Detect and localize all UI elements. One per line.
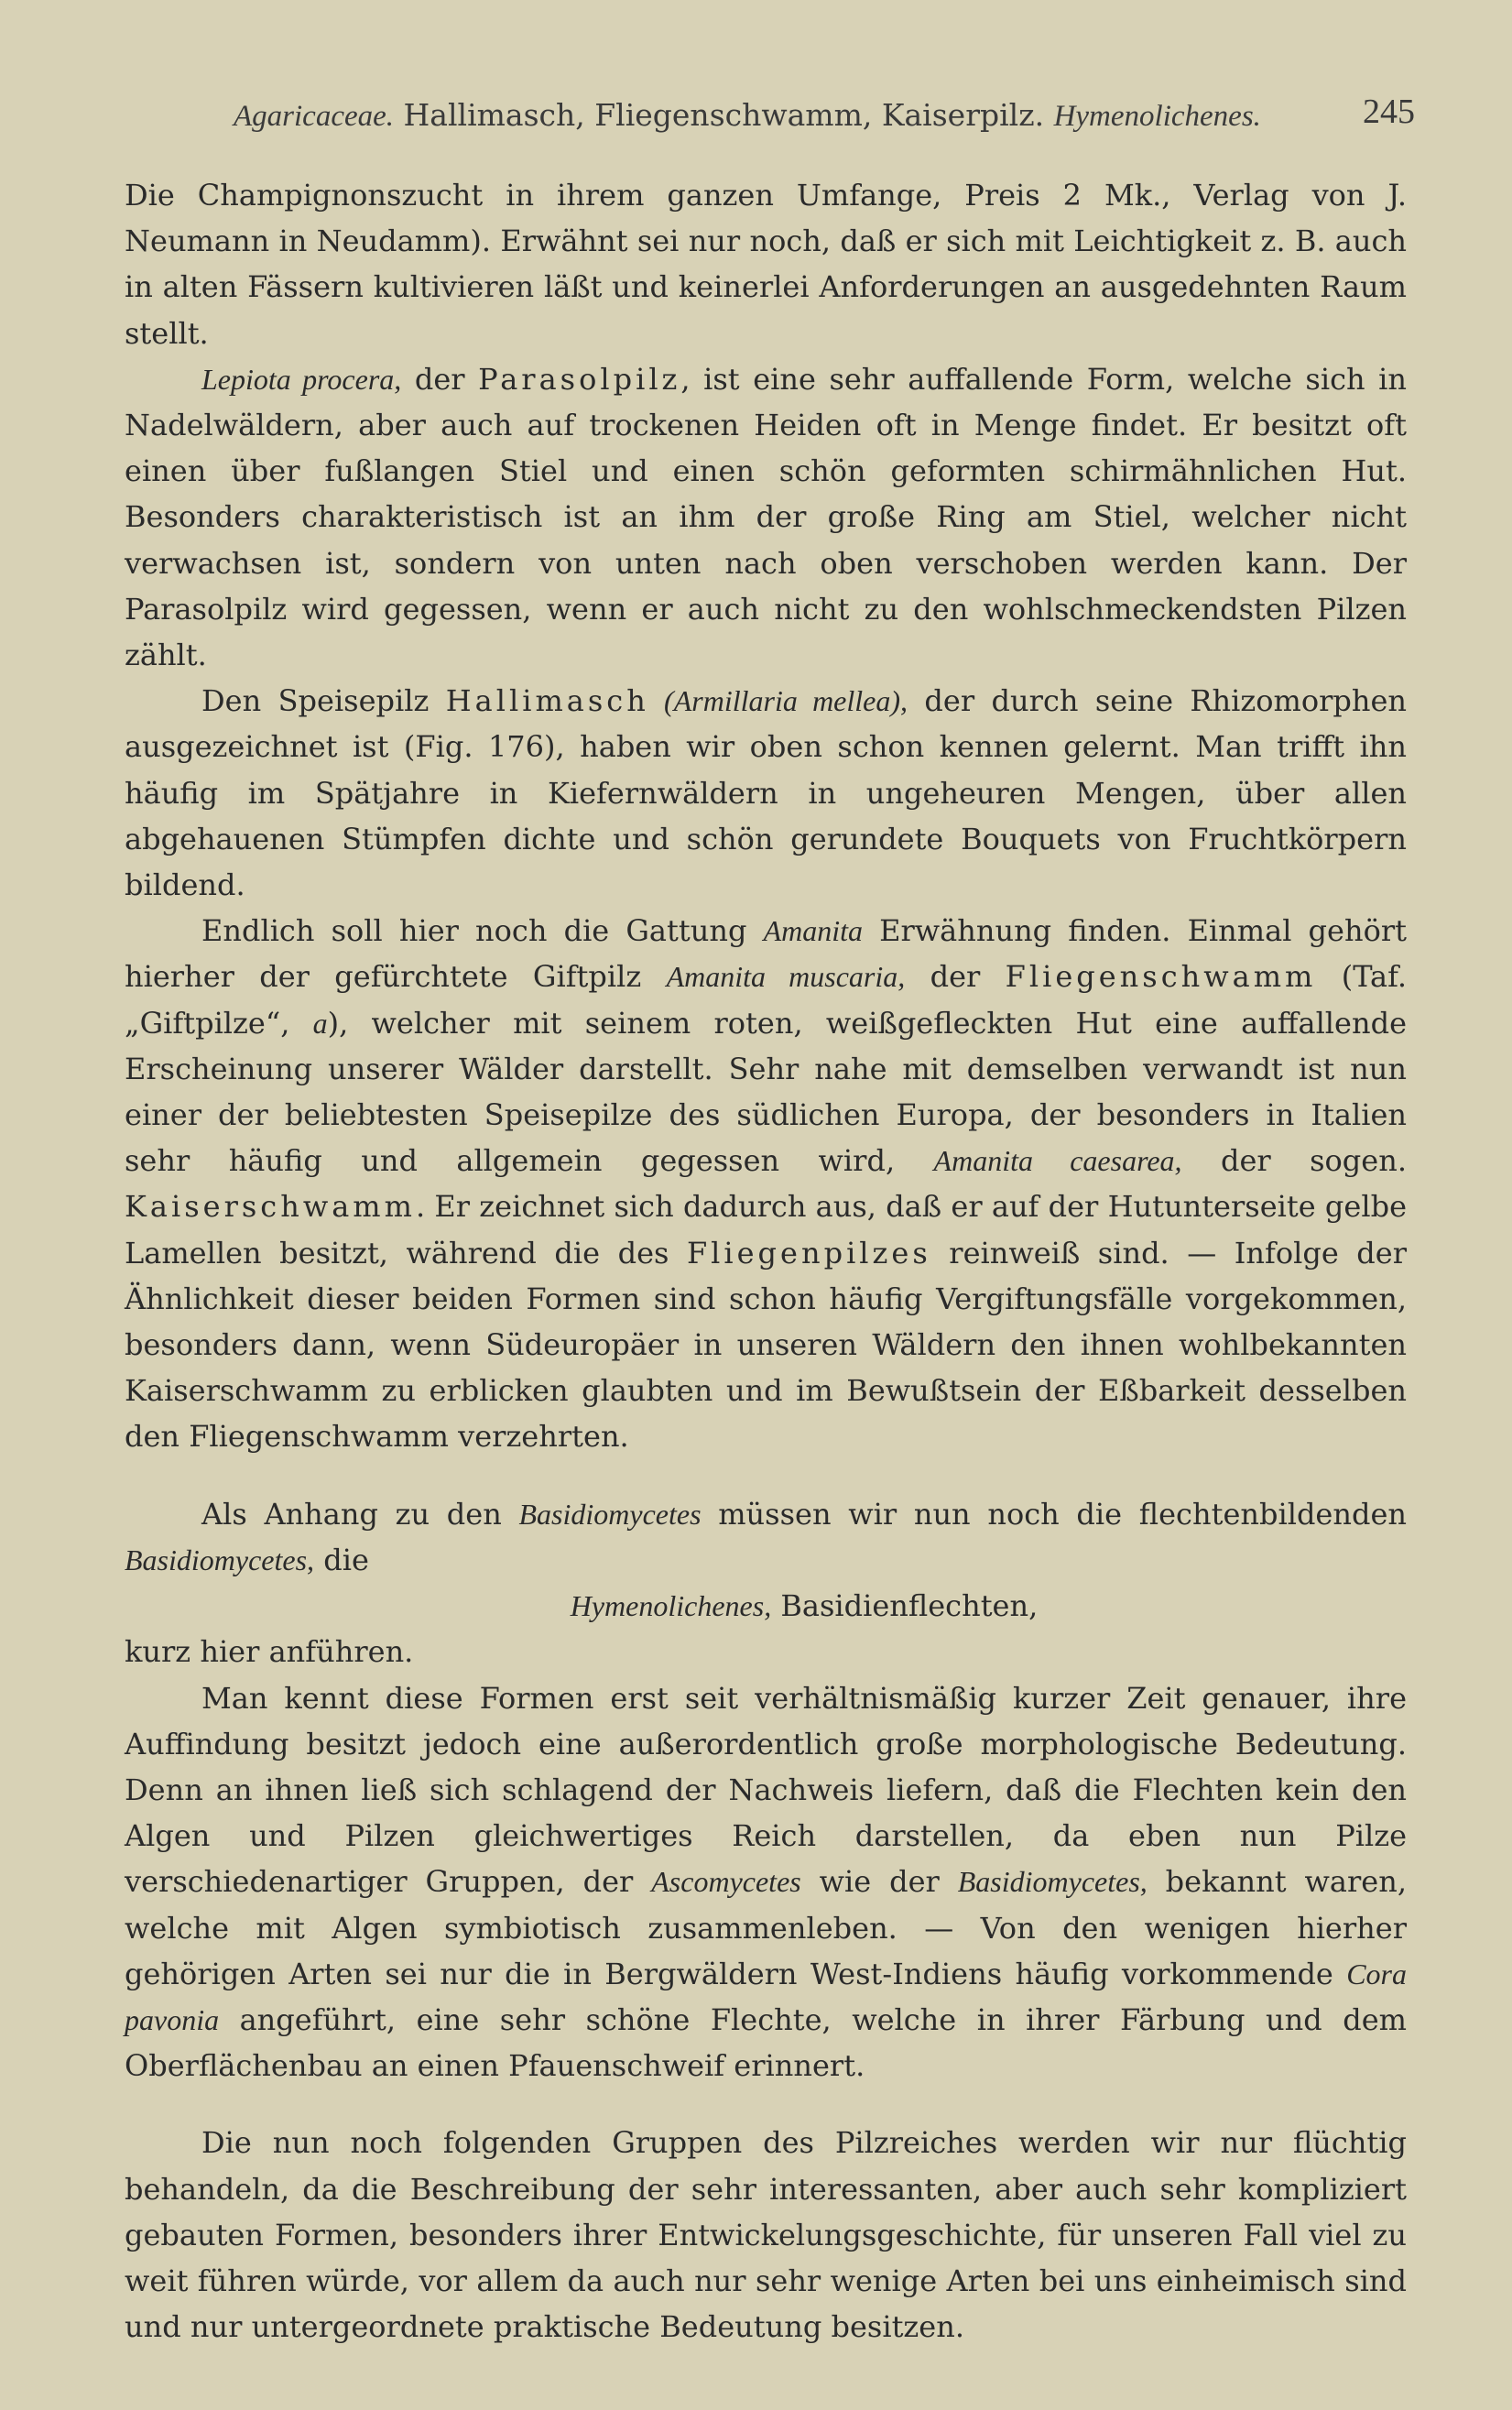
text-run: der xyxy=(401,361,479,397)
text-run: wie der xyxy=(800,1864,958,1900)
paragraph-7 xyxy=(125,2120,1407,2350)
text-run: die xyxy=(314,1542,369,1577)
paragraph-6 xyxy=(125,1675,1407,2089)
paragraph-1-text: Die Champignonszucht in ihrem ganzen Umfange, Preis 2 Mk., Verlag von J. Neumann in Neudamm). Erwähnt sei nur noch, daß er sich mit Leichtigkeit z. B. auch in alten Fässern kultivieren läßt und keinerlei Anforderungen an ausgedehnten Raum stellt. xyxy=(125,178,1407,351)
spaced-name: Parasolpilz xyxy=(478,361,681,397)
latin-name: Cora pavonia xyxy=(125,1957,1407,2036)
latin-name: Basidiomycetes, xyxy=(957,1865,1148,1899)
paragraph-5 xyxy=(125,1491,1407,1583)
text-run: bekannt waren, welche mit Algen symbiotisch zusammenleben. — Von den wenigen hierher gehörigen Arten sei nur die in Bergwäldern West-Indiens häufig vorkommende xyxy=(125,1864,1408,1991)
spaced-name: Hallimasch xyxy=(445,683,649,719)
heading-german: Basidienflechten, xyxy=(771,1588,1039,1624)
latin-name: Lepiota procera, xyxy=(201,362,402,396)
spaced-name: Fliegenpilzes xyxy=(686,1235,931,1270)
text-run: müssen wir nun noch die flechtenbildenden xyxy=(701,1496,1407,1532)
text-run: Erwähnung finden. Einmal gehört hierher der gefürchtete Giftpilz xyxy=(125,913,1408,995)
text-run: kurz hier anführen. xyxy=(125,1634,414,1670)
text-run: , ist eine sehr auffallende Form, welche sich in Nadelwäldern, aber auch auf trockenen Heiden oft in Menge findet. Er besitzt oft einen über fußlangen Stiel und einen schön geformten schirmähnlichen Hut. Besonders charakteristisch ist an ihm der große Ring am Stiel, welcher nicht verwachsen ist, sondern von unten nach oben verschoben werden kann. Der Parasolpilz wird gegessen, wenn er auch nicht zu den wohlschmeckendsten Pilzen zählt. xyxy=(125,361,1408,673)
latin-name: Ascomycetes xyxy=(651,1865,801,1899)
paragraph-3 xyxy=(125,678,1407,908)
text-run: Den Speisepilz xyxy=(201,683,446,719)
spaced-name: Kaiserschwamm xyxy=(125,1189,416,1225)
paragraph-4 xyxy=(125,908,1407,1459)
text-run: Endlich soll hier noch die Gattung xyxy=(201,913,764,949)
text-run: ), welcher mit seinem roten, weißgefleckten Hut eine auffallende Erscheinung unserer Wälder darstellt. Sehr nahe mit demselben verwandt ist nun einer der beliebtesten Speisepilze des südlichen Europa, der besonders in Italien sehr häufig und allgemein gegessen wird, xyxy=(125,1005,1408,1179)
running-header xyxy=(234,88,1415,143)
latin-name: Basidiomycetes xyxy=(518,1497,702,1531)
body-text xyxy=(125,172,1407,2350)
latin-name: a xyxy=(312,1006,328,1040)
text-run: der xyxy=(905,959,1006,995)
text-run: der sogen. xyxy=(1181,1143,1407,1179)
header-title xyxy=(234,97,1261,134)
latin-name: Basidiomycetes, xyxy=(125,1543,315,1576)
header-names: Hallimasch, Fliegenschwamm, Kaiserpilz. xyxy=(403,97,1045,133)
paragraph-2 xyxy=(125,356,1407,678)
paragraph-gap xyxy=(125,1460,1407,1491)
text-run: Die nun noch folgenden Gruppen des Pilzreiches werden wir nur flüchtig behandeln, da die Beschreibung der sehr interessanten, aber auch sehr kompliziert gebauten Formen, besonders ihrer Entwickelungsgeschichte, für unseren Fall viel zu weit führen würde, vor allem da auch nur sehr wenige Arten bei uns einheimisch sind und nur untergeordnete praktische Bedeutung besitzen. xyxy=(125,2125,1407,2345)
text-run: . Er zeichnet sich dadurch aus, daß er auf der Hutunterseite gelbe Lamellen besitzt, während die des xyxy=(125,1189,1407,1270)
paragraph-5-continuation xyxy=(125,1629,1407,1674)
text-run: reinweiß sind. — Infolge der Ähnlichkeit dieser beiden Formen sind schon häufig Vergiftungsfälle vorgekommen, besonders dann, wenn Südeuropäer in unseren Wäldern den ihnen wohlbekannten Kaiserschwamm zu erblicken glaubten und im Bewußtsein der Eßbarkeit desselben den Fliegenschwamm verzehrten. xyxy=(125,1235,1407,1455)
text-run: der durch seine Rhizomorphen ausgezeichnet ist (Fig. 176), haben wir oben schon kennen gelernt. Man trifft ihn häufig im Spätjahre in Kiefernwäldern in ungeheuren Mengen, über allen abgehauenen Stümpfen dichte und schön gerundete Bouquets von Fruchtkörpern bildend. xyxy=(125,683,1408,903)
paragraph-1 xyxy=(125,172,1407,356)
text-run: Man kennt diese Formen erst seit verhältnismäßig kurzer Zeit genauer, ihre Auffindung besitzt jedoch eine außerordentlich große morphologische Bedeutung. Denn an ihnen ließ sich schlagend der Nachweis liefern, daß die Flechten kein den Algen und Pilzen gleichwertiges Reich darstellen, da eben nun Pilze verschiedenartiger Gruppen, der xyxy=(125,1680,1407,1900)
latin-name: Amanita xyxy=(763,914,863,948)
header-family: Agaricaceae. xyxy=(234,100,395,133)
heading-latin: Hymenolichenes, xyxy=(570,1589,772,1623)
text-run: angeführt, eine sehr schöne Flechte, welche in ihrer Färbung und dem Oberflächenbau an einen Pfauenschweif erinnert. xyxy=(125,2001,1407,2084)
latin-name: Amanita caesarea, xyxy=(933,1144,1182,1178)
section-heading xyxy=(125,1583,1407,1629)
page-number: 245 xyxy=(1363,93,1415,131)
latin-name: Amanita muscaria, xyxy=(666,960,906,994)
spaced-name: Fliegenschwamm xyxy=(1005,959,1317,995)
text-run: (Taf. „Giftpilze“, xyxy=(125,959,1408,1041)
latin-name: (Armillaria mellea), xyxy=(648,684,908,718)
text-run: Als Anhang zu den xyxy=(201,1496,519,1532)
header-group: Hymenolichenes. xyxy=(1053,100,1261,133)
paragraph-gap xyxy=(125,2088,1407,2120)
